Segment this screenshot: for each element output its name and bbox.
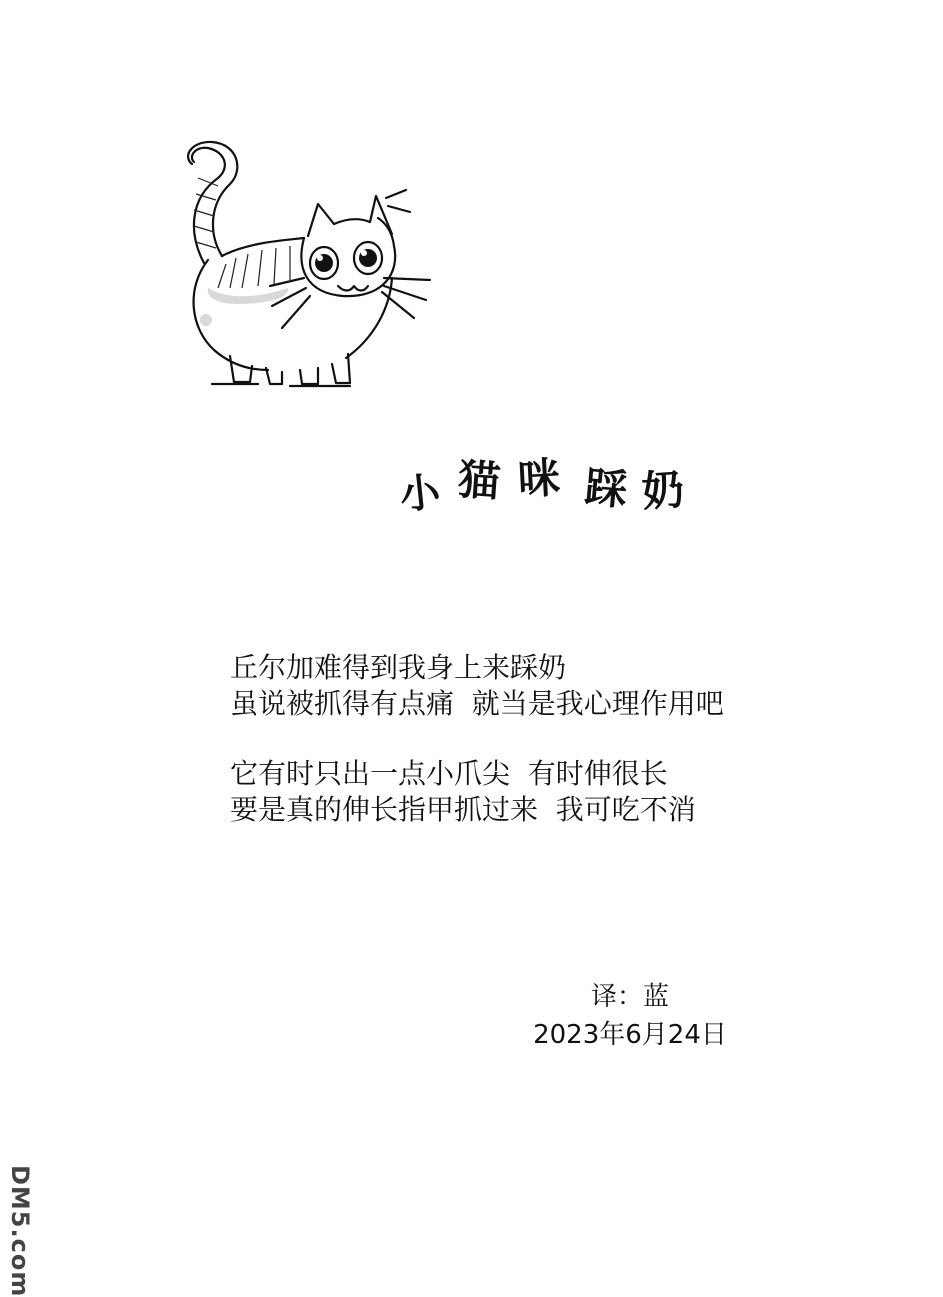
page-title: [0, 0, 943, 540]
poem-text: [230, 650, 724, 828]
title-char: 踩: [582, 462, 630, 515]
credit-block: [520, 978, 740, 1054]
poem-line: 它有时只出一点小爪尖 有时伸很长: [230, 757, 668, 790]
stanza-gap: [230, 722, 724, 756]
title-char: 猫: [456, 454, 502, 507]
title-char: 小: [397, 468, 443, 519]
poem-line: 丘尔加难得到我身上来踩奶: [230, 651, 567, 684]
title-char: 奶: [640, 464, 686, 517]
poem-line: 虽说被抓得有点痛 就当是我心理作用吧: [230, 687, 724, 720]
watermark-text: DM5.com: [6, 1165, 34, 1297]
date-line: 2023年6月24日: [533, 1020, 727, 1050]
title-char: 咪: [516, 452, 562, 505]
watermark-logo: [6, 1165, 36, 1297]
poem-line: 要是真的伸长指甲抓过来 我可吃不消: [230, 793, 696, 826]
translator-credit: 译：蓝: [590, 982, 669, 1012]
